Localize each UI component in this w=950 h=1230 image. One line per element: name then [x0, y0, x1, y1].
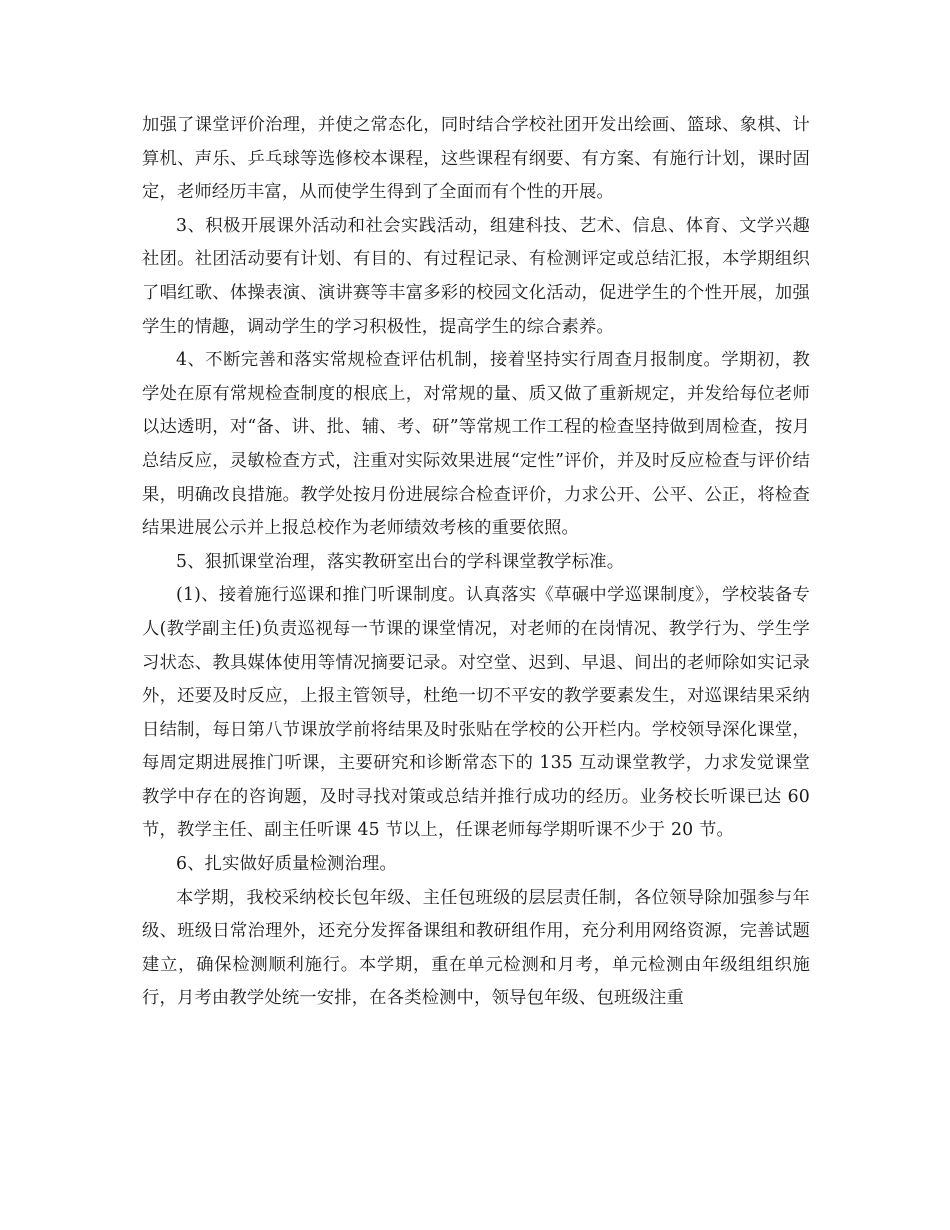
paragraph-item-4: 4、不断完善和落实常规检查评估机制，接着坚持实行周查月报制度。学期初，教学处在原有常规检查制度的根底上，对常规的量、质又做了重新规定，并发给每位老师以达透明，对“备、讲、批、辅、考、研”等常规工作工程的检查坚持做到周检查，按月总结反应，灵敏检查方式，注重对实际效果进展“定性”评价，并及时反应检查与评价结果，明确改良措施。教学处按月份进展综合检查评价，力求公开、公平、公正，将检查结果进展公示并上报总校作为老师绩效考核的重要依照。	[142, 350, 810, 539]
paragraph-item-6: 6、扎实做好质量检测治理。	[176, 854, 397, 875]
paragraph-semester: 本学期，我校采纳校长包年级、主任包班级的层层责任制，各位领导除加强参与年级、班级日常治理外，还充分发挥备课组和教研组作用，充分利用网络资源，完善试题建立，确保检测顺利施行。本学期，重在单元检测和月考，单元检测由年级组组织施行，月考由教学处统一安排，在各类检测中，领导包年级、包班级注重	[142, 887, 810, 1009]
paragraph-item-3: 3、积极开展课外活动和社会实践活动，组建科技、艺术、信息、体育、文学兴趣社团。社团活动要有计划、有目的、有过程记录、有检测评定或总结汇报，本学期组织了唱红歌、体操表演、演讲赛等丰富多彩的校园文化活动，促进学生的个性开展，加强学生的情趣，调动学生的学习积极性，提高学生的综合素养。	[142, 215, 810, 337]
document-body	[142, 109, 810, 1016]
paragraph-item-5-1: (1)、接着施行巡课和推门听课制度。认真落实《草碾中学巡课制度》，学校装备专人(教学副主任)负责巡视每一节课的课堂情况，对老师的在岗情况、教学行为、学生学习状态、教具媒体使用等情况摘要记录。对空堂、迟到、早退、间出的老师除如实记录外，还要及时反应，上报主管领导，杜绝一切不平安的教学要素发生，对巡课结果采纳日结制，每日第八节课放学前将结果及时张贴在学校的公开栏内。学校领导深化课堂，每周定期进展推门听课，主要研究和诊断常态下的 135 互动课堂教学，力求发觉课堂教学中存在的咨询题，及时寻找对策或总结并推行成功的经历。业务校长听课已达 60 节，教学主任、副主任听课 45 节以上，任课老师每学期听课不少于 20 节。	[142, 585, 810, 841]
paragraph-continuation: 加强了课堂评价治理，并使之常态化，同时结合学校社团开发出绘画、篮球、象棋、计算机、声乐、乒乓球等选修校本课程，这些课程有纲要、有方案、有施行计划，课时固定，老师经历丰富，从而使学生得到了全面而有个性的开展。	[142, 115, 810, 203]
paragraph-item-5: 5、狠抓课堂治理，落实教研室出台的学科课堂教学标准。	[176, 551, 625, 572]
